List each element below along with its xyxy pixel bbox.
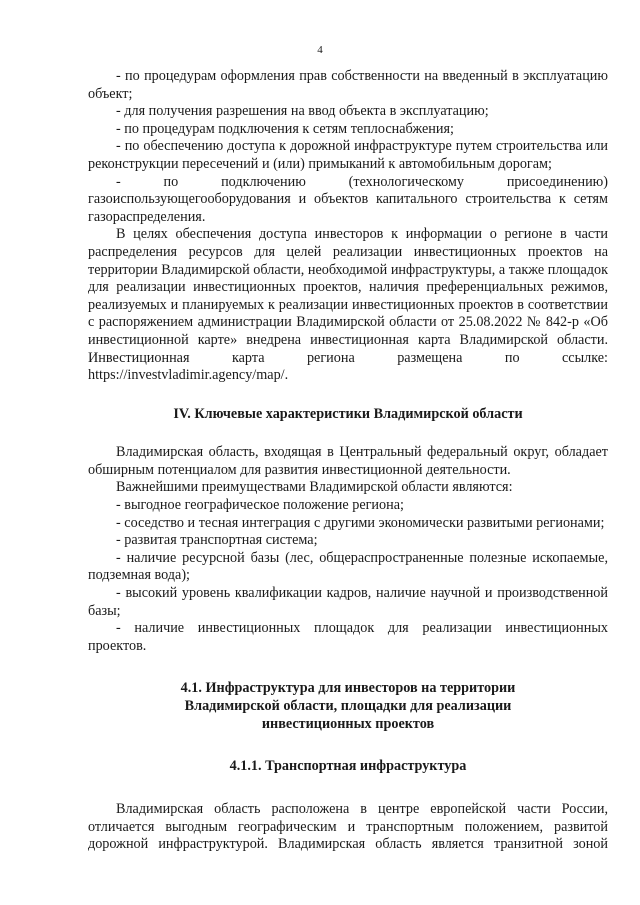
document-body (88, 68, 608, 854)
subsection-heading-line: инвестиционных проектов (261, 716, 435, 733)
list-item: - для получения разрешения на ввод объекта в эксплуатацию; (116, 103, 489, 120)
paragraph: В целях обеспечения доступа инвесторов к информации о регионе в части распределения ресурсов для целей реализации инвестиционных проектов на территории Владимирской области, необходимой инфраструктуры, а также площадок для реализации инвестиционных проектов, наличия преференциальных режимов, реализуемых и планируемых к реализации инвестиционных проектов в соответствии с распоряжением администрации Владимирской области от 25.08.2022 № 842-р «Об инвестиционной карте» внедрена инвестиционная карта Владимирской области. Инвестиционная карта региона размещена по ссылке: https://investvladimir.agency/map/. (88, 226, 608, 384)
list-item: - по процедурам подключения к сетям теплоснабжения; (116, 120, 454, 137)
subsubsection-heading: 4.1.1. Транспортная инфраструктура (229, 758, 467, 775)
paragraph: Владимирская область, входящая в Центральный федеральный округ, обладает обширным потенциалом для развития инвестиционной деятельности. (88, 444, 608, 478)
list-item: - соседство и тесная интеграция с другими экономически развитыми регионами; (116, 514, 605, 531)
subsection-heading (88, 679, 608, 733)
paragraph: Владимирская область расположена в центре европейской части России, отличается выгодным географическим и транспортным положением, развитой дорожной инфраструктурой. Владимирская область является транзитной зоной (88, 801, 608, 853)
list-item: - по обеспечению доступа к дорожной инфраструктуре путем строительства или реконструкции пересечений и (или) примыканий к автомобильным дорогам; (88, 138, 608, 172)
list-item: - наличие инвестиционных площадок для реализации инвестиционных проектов. (88, 620, 608, 654)
subsection-heading-line: 4.1. Инфраструктура для инвесторов на территории (180, 680, 516, 697)
list-item: - по процедурам оформления прав собственности на введенный в эксплуатацию объект; (88, 68, 608, 102)
list-item: - выгодное географическое положение региона; (116, 497, 404, 514)
page-number: 4 (317, 44, 323, 56)
list-item: - развитая транспортная система; (116, 532, 318, 549)
paragraph: Важнейшими преимуществами Владимирской области являются: (116, 479, 513, 496)
list-item: - высокий уровень квалификации кадров, наличие научной и производственной базы; (88, 585, 608, 619)
list-item: - наличие ресурсной базы (лес, общераспространенные полезные ископаемые, подземная вода); (88, 549, 608, 584)
list-item: - по подключению (технологическому присоединению) газоиспользующегооборудования и объектов капитального строительства к сетям газораспределения. (88, 173, 608, 225)
section-heading: IV. Ключевые характеристики Владимирской области (173, 405, 523, 422)
subsection-heading-line: Владимирской области, площадки для реализации (184, 698, 512, 715)
